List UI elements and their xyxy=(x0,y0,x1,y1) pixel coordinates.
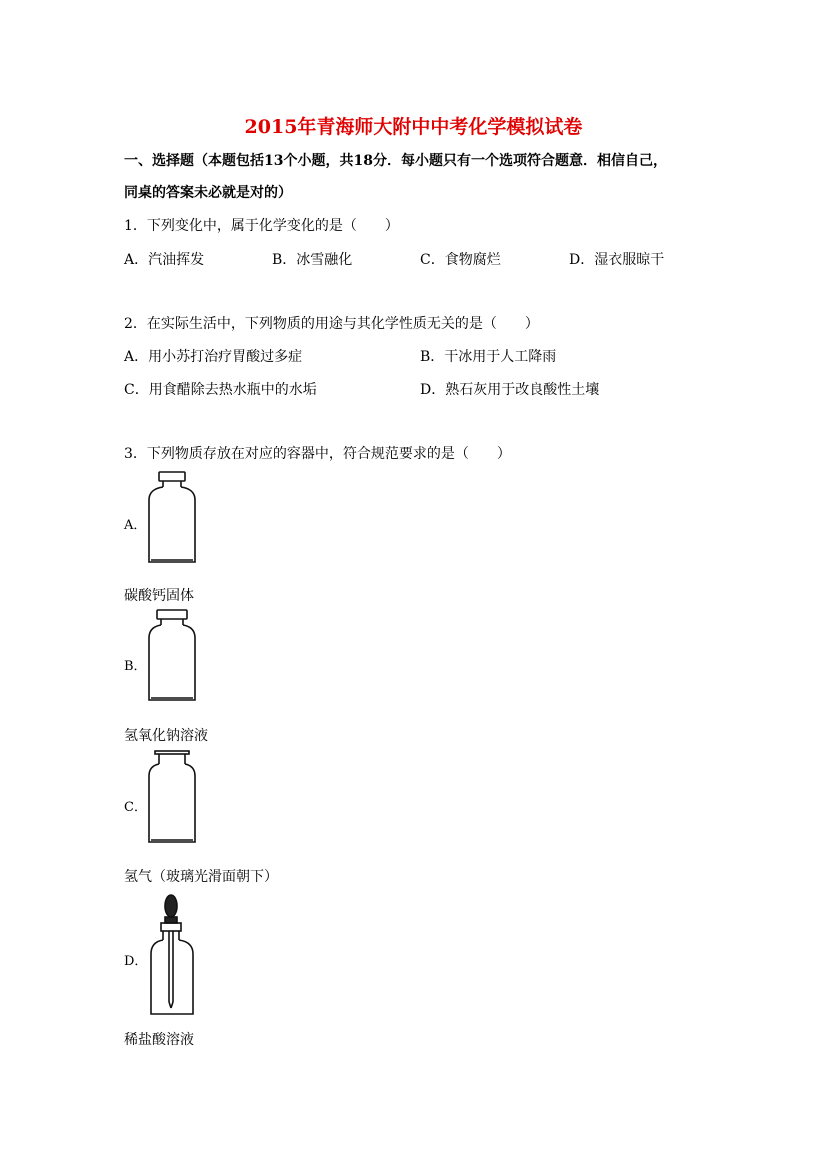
question-1-option-d: D．湿衣服晾干 xyxy=(569,252,665,268)
gas-jar-icon xyxy=(143,750,203,846)
wide-mouth-bottle-icon xyxy=(143,470,203,566)
question-2-option-b: B．干冰用于人工降雨 xyxy=(420,349,557,365)
question-3-option-c-letter: C． xyxy=(124,800,147,815)
question-2-option-d: D．熟石灰用于改良酸性土壤 xyxy=(420,382,600,398)
question-2-option-c: C．用食醋除去热水瓶中的水垢 xyxy=(124,382,317,398)
question-2-option-a: A．用小苏打治疗胃酸过多症 xyxy=(124,349,303,365)
question-3-option-a-caption: 碳酸钙固体 xyxy=(124,588,194,604)
question-3-option-d-letter: D． xyxy=(124,954,148,969)
question-1-option-b: B．冰雪融化 xyxy=(272,252,353,268)
narrow-mouth-bottle-icon xyxy=(143,608,203,704)
question-1-stem: 1．下列变化中，属于化学变化的是（ ） xyxy=(124,218,399,234)
dropper-bottle-icon xyxy=(143,890,203,1018)
question-1-option-c: C．食物腐烂 xyxy=(420,252,501,268)
section-heading-cont: 同桌的答案未必就是对的） xyxy=(124,185,292,201)
section-heading: 一、选择题（本题包括13个小题，共18分．每小题只有一个选项符合题意．相信自己， xyxy=(124,153,667,169)
question-3-option-b-caption: 氢氧化钠溶液 xyxy=(124,728,208,744)
question-3-stem: 3．下列物质存放在对应的容器中，符合规范要求的是（ ） xyxy=(124,446,511,462)
question-3-option-c-caption: 氢气（玻璃光滑面朝下） xyxy=(124,869,278,885)
page-title: 2015年青海师大附中中考化学模拟试卷 xyxy=(244,116,583,138)
question-3-option-d-caption: 稀盐酸溶液 xyxy=(124,1032,194,1048)
question-3-option-a-letter: A． xyxy=(124,518,147,533)
question-3-option-b-letter: B． xyxy=(124,659,147,674)
question-2-stem: 2．在实际生活中，下列物质的用途与其化学性质无关的是（ ） xyxy=(124,316,539,332)
question-1-option-a: A．汽油挥发 xyxy=(124,252,205,268)
